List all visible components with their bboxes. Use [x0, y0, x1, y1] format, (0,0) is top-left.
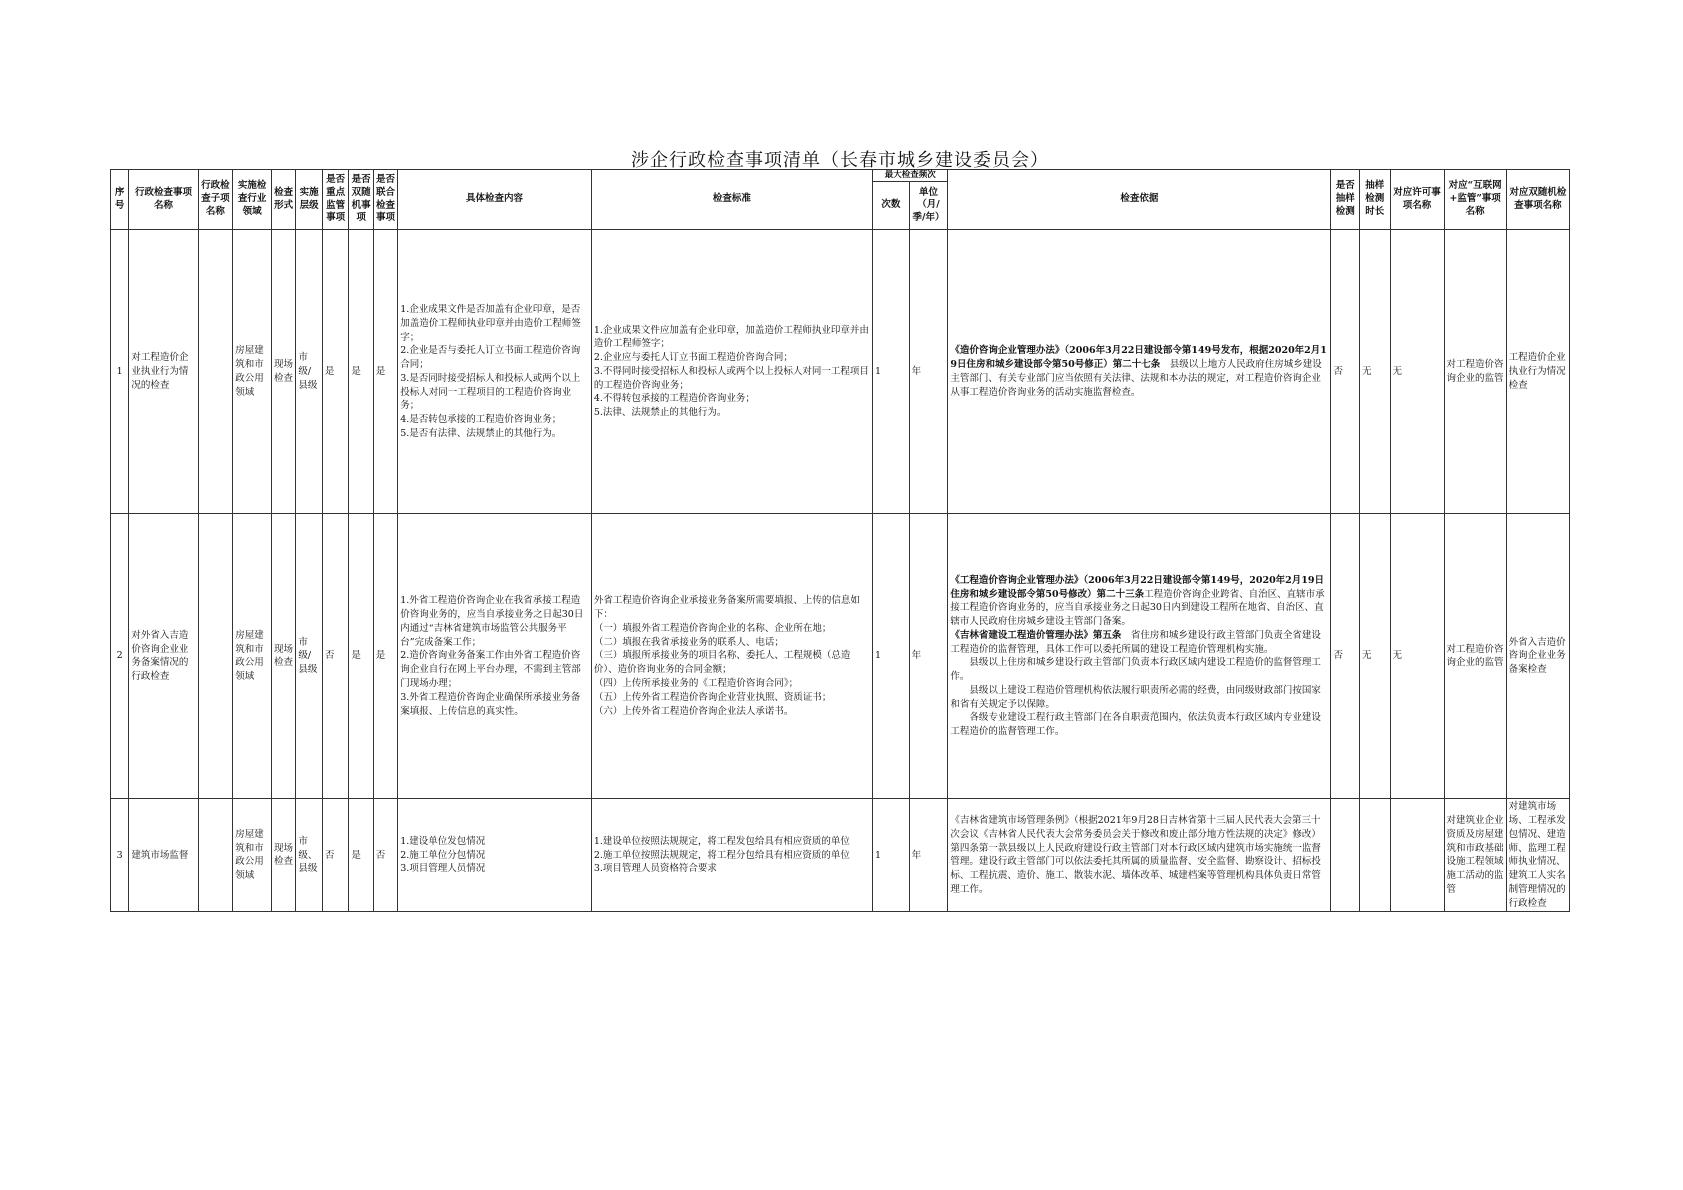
header-domain: 实施检查行业领域: [233, 170, 272, 230]
header-sampling-duration: 抽样检测时长: [1359, 170, 1390, 230]
cell-times: 1: [873, 514, 910, 799]
basis-text: 《吉林省建筑市场管理条例》（根据2021年9月28日吉林省第十三届人民代表大会第三十次会议《吉林省人民代表大会常务委员会关于修改和废止部分地方性法规的决定》修改）第四条第一款县级以上人民政府建设行政主管部门对本行政区域内建筑市场实施统一监督管理。建设行政主管部门可以依法委托其所属的质量监督、安全监督、勘察设计、招标投标、工程抗震、造价、施工、散装水泥、墙体改革、城建档案等管理机构具体负责日常管理工作。: [950, 815, 1321, 895]
cell-sub-item: [198, 514, 233, 799]
cell-content: 1.建设单位发包情况 2.施工单位分包情况 3.项目管理人员情况: [398, 799, 592, 912]
header-sampling: 是否抽样检测: [1331, 170, 1360, 230]
basis-text: 县级以上住房和城乡建设行政主管部门负责本行政区域内建设工程造价的监督管理工作。: [950, 657, 1321, 683]
cell-internet-supervision: 对工程造价咨询企业的监管: [1444, 514, 1506, 799]
header-level: 实施层级: [296, 170, 322, 230]
cell-form: 现场检查: [271, 230, 295, 514]
header-standard: 检查标准: [591, 170, 872, 230]
cell-content: 1.企业成果文件是否加盖有企业印章，是否加盖造价工程师执业印章并由造价工程师签字； 2.企业是否与委托人订立书面工程造价咨询合同； 3.是否同时接受招标人和投标人或两个以上投标人对同一工程项目的工程造价咨询业务； 4.是否转包承接的工程造价咨询业务； 5.是否有法律、法规禁止的其他行为。: [398, 230, 592, 514]
cell-joint: 是: [373, 230, 397, 514]
cell-standard: 1.企业成果文件应加盖有企业印章，加盖造价工程师执业印章并由造价工程师签字； 2.企业应与委托人订立书面工程造价咨询合同； 3.不得同时接受招标人和投标人或两个以上投标人对同一工程项目的工程造价咨询业务； 4.不得转包承接的工程造价咨询业务； 5.法律、法规禁止的其他行为。: [591, 230, 872, 514]
header-internet-supervision: 对应“互联网+监管”事项名称: [1444, 170, 1506, 230]
basis-paragraph: [950, 711, 1328, 739]
cell-seq: 2: [111, 514, 129, 799]
cell-license: [1390, 799, 1444, 912]
cell-domain: 房屋建筑和市政公用领域: [233, 230, 272, 514]
basis-text: 各级专业建设工程行政主管部门在各自职责范围内，依法负责本行政区域内专业建设工程造价的监督管理工作。: [950, 712, 1321, 738]
header-basis: 检查依据: [948, 170, 1331, 230]
basis-paragraph: [950, 344, 1328, 399]
basis-paragraph: [950, 814, 1328, 897]
cell-double-random-name: 工程造价企业执业行为情况检查: [1506, 230, 1569, 514]
cell-standard: 外省工程造价咨询企业承接业务备案所需要填报、上传的信息如下： （一）填报外省工程造价咨询企业的名称、企业所在地； （二）填报在我省承接业务的联系人、电话； （三）填报所承接业务的项目名称、委托人、工程规模（总造价）、造价咨询业务的合同金额； （四）上传所承接业务的《工程造价咨询合同》； （五）上传外省工程造价咨询企业营业执照、资质证书； （六）上传外省工程造价咨询企业法人承诺书。: [591, 514, 872, 799]
header-form: 检查形式: [271, 170, 295, 230]
cell-sampling-duration: 无: [1359, 230, 1390, 514]
cell-basis: [948, 514, 1331, 799]
header-joint: 是否联合检查事项: [373, 170, 397, 230]
table-row: [111, 514, 1570, 799]
header-license: 对应许可事项名称: [1390, 170, 1444, 230]
cell-joint: 是: [373, 514, 397, 799]
basis-text: 县级以上地方人民政府住房城乡建设主管部门、有关专业部门应当依照有关法律、法规和本办法的规定，对工程造价咨询企业从事工程造价咨询业务的活动实施监督检查。: [950, 359, 1322, 398]
cell-seq: 1: [111, 230, 129, 514]
cell-sampling: 否: [1331, 514, 1360, 799]
header-key-supervision: 是否重点监管事项: [322, 170, 348, 230]
cell-level: 市级/县级: [296, 230, 322, 514]
basis-paragraph: [950, 656, 1328, 684]
cell-seq: 3: [111, 799, 129, 912]
cell-standard: 1.建设单位按照法规规定，将工程发包给具有相应资质的单位 2.施工单位按照法规规定，将工程分包给具有相应资质的单位 3.项目管理人员资格符合要求: [591, 799, 872, 912]
basis-paragraph: [950, 574, 1328, 629]
basis-law-title: 《造价咨询企业管理办法》（2006年3月22日建设部令第149号发布，根据2020年2月19日住房和城乡建设部令第50号修正）第二十七条: [950, 345, 1327, 371]
cell-form: 现场检查: [271, 799, 295, 912]
cell-level: 市级/县级: [296, 514, 322, 799]
inspection-table: [110, 169, 1570, 912]
cell-unit: 年: [909, 799, 948, 912]
basis-law-title: 《吉林省建设工程造价管理办法》第五条: [950, 629, 1122, 641]
cell-key-supervision: 否: [322, 799, 348, 912]
cell-basis: [948, 799, 1331, 912]
table-row: [111, 799, 1570, 912]
cell-key-supervision: 是: [322, 230, 348, 514]
cell-sampling-duration: [1359, 799, 1390, 912]
cell-double-random: 是: [349, 514, 373, 799]
cell-internet-supervision: 对工程造价咨询企业的监管: [1444, 230, 1506, 514]
cell-double-random-name: 对建筑市场场、工程承发包情况、建造师、监理工程师执业情况、建筑工人实名制管理情况的行政检查: [1506, 799, 1569, 912]
cell-sampling: 否: [1331, 230, 1360, 514]
basis-paragraph: [950, 629, 1328, 657]
cell-item-name: 建筑市场监督: [129, 799, 198, 912]
cell-unit: 年: [909, 230, 948, 514]
table-row: [111, 230, 1570, 514]
basis-text: 工程造价咨询企业跨省、自治区、直辖市承接工程造价咨询业务的，应当自承接业务之日起30日内到建设工程所在地省、自治区、直辖市人民政府住房城乡建设主管部门备案。: [950, 588, 1325, 628]
cell-sub-item: [198, 799, 233, 912]
cell-key-supervision: 否: [322, 514, 348, 799]
cell-domain: 房屋建筑和市政公用领域: [233, 799, 272, 912]
basis-text: 省住房和城乡建设行政主管部门负责全省建设工程造价的监督管理，具体工作可以委托所属的建设工程造价管理机构实施。: [950, 629, 1321, 655]
cell-unit: 年: [909, 514, 948, 799]
cell-joint: 否: [373, 799, 397, 912]
cell-sampling-duration: 无: [1359, 514, 1390, 799]
basis-paragraph: [950, 684, 1328, 712]
cell-times: 1: [873, 230, 910, 514]
cell-domain: 房屋建筑和市政公用领域: [233, 514, 272, 799]
cell-item-name: 对外省入吉造价咨询企业业务备案情况的行政检查: [129, 514, 198, 799]
cell-license: 无: [1390, 514, 1444, 799]
cell-content: 1.外省工程造价咨询企业在我省承接工程造价咨询业务的，应当自承接业务之日起30日内通过“吉林省建筑市场监管公共服务平台”完成备案工作； 2.造价咨询业务备案工作由外省工程造价咨询企业自行在网上平台办理，不需到主管部门现场办理； 3.外省工程造价咨询企业确保所承接业务备案填报、上传信息的真实性。: [398, 514, 592, 799]
header-sub-item: 行政检查子项名称: [198, 170, 233, 230]
header-seq: 序号: [111, 170, 129, 230]
cell-sub-item: [198, 230, 233, 514]
header-times: 次数: [873, 182, 910, 230]
header-unit: 单位（月/季/年）: [909, 182, 948, 230]
cell-internet-supervision: 对建筑业企业资质及房屋建筑和市政基础设施工程领域施工活动的监管: [1444, 799, 1506, 912]
cell-item-name: 对工程造价企业执业行为情况的检查: [129, 230, 198, 514]
header-max-freq: 最大检查频次: [873, 170, 948, 182]
cell-double-random: 是: [349, 230, 373, 514]
page-title: 涉企行政检查事项清单（长春市城乡建设委员会）: [631, 150, 1049, 171]
cell-double-random: 是: [349, 799, 373, 912]
header-content: 具体检查内容: [398, 170, 592, 230]
cell-double-random-name: 外省入吉造价咨询企业业务备案检查: [1506, 514, 1569, 799]
cell-times: 1: [873, 799, 910, 912]
cell-basis: [948, 230, 1331, 514]
basis-text: 县级以上建设工程造价管理机构依法履行职责所必需的经费，由同级财政部门按国家和省有关规定予以保障。: [950, 684, 1321, 710]
header-double-random-name: 对应双随机检查事项名称: [1506, 170, 1569, 230]
cell-sampling: [1331, 799, 1360, 912]
cell-level: 市级、县级: [296, 799, 322, 912]
cell-form: 现场检查: [271, 514, 295, 799]
cell-license: 无: [1390, 230, 1444, 514]
basis-law-title: 《工程造价咨询企业管理办法》（2006年3月22日建设部令第149号，2020年2月19日住房和城乡建设部令第50号修改）第二十三条: [950, 574, 1325, 600]
header-item-name: 行政检查事项名称: [129, 170, 198, 230]
header-double-random: 是否双随机事项: [349, 170, 373, 230]
